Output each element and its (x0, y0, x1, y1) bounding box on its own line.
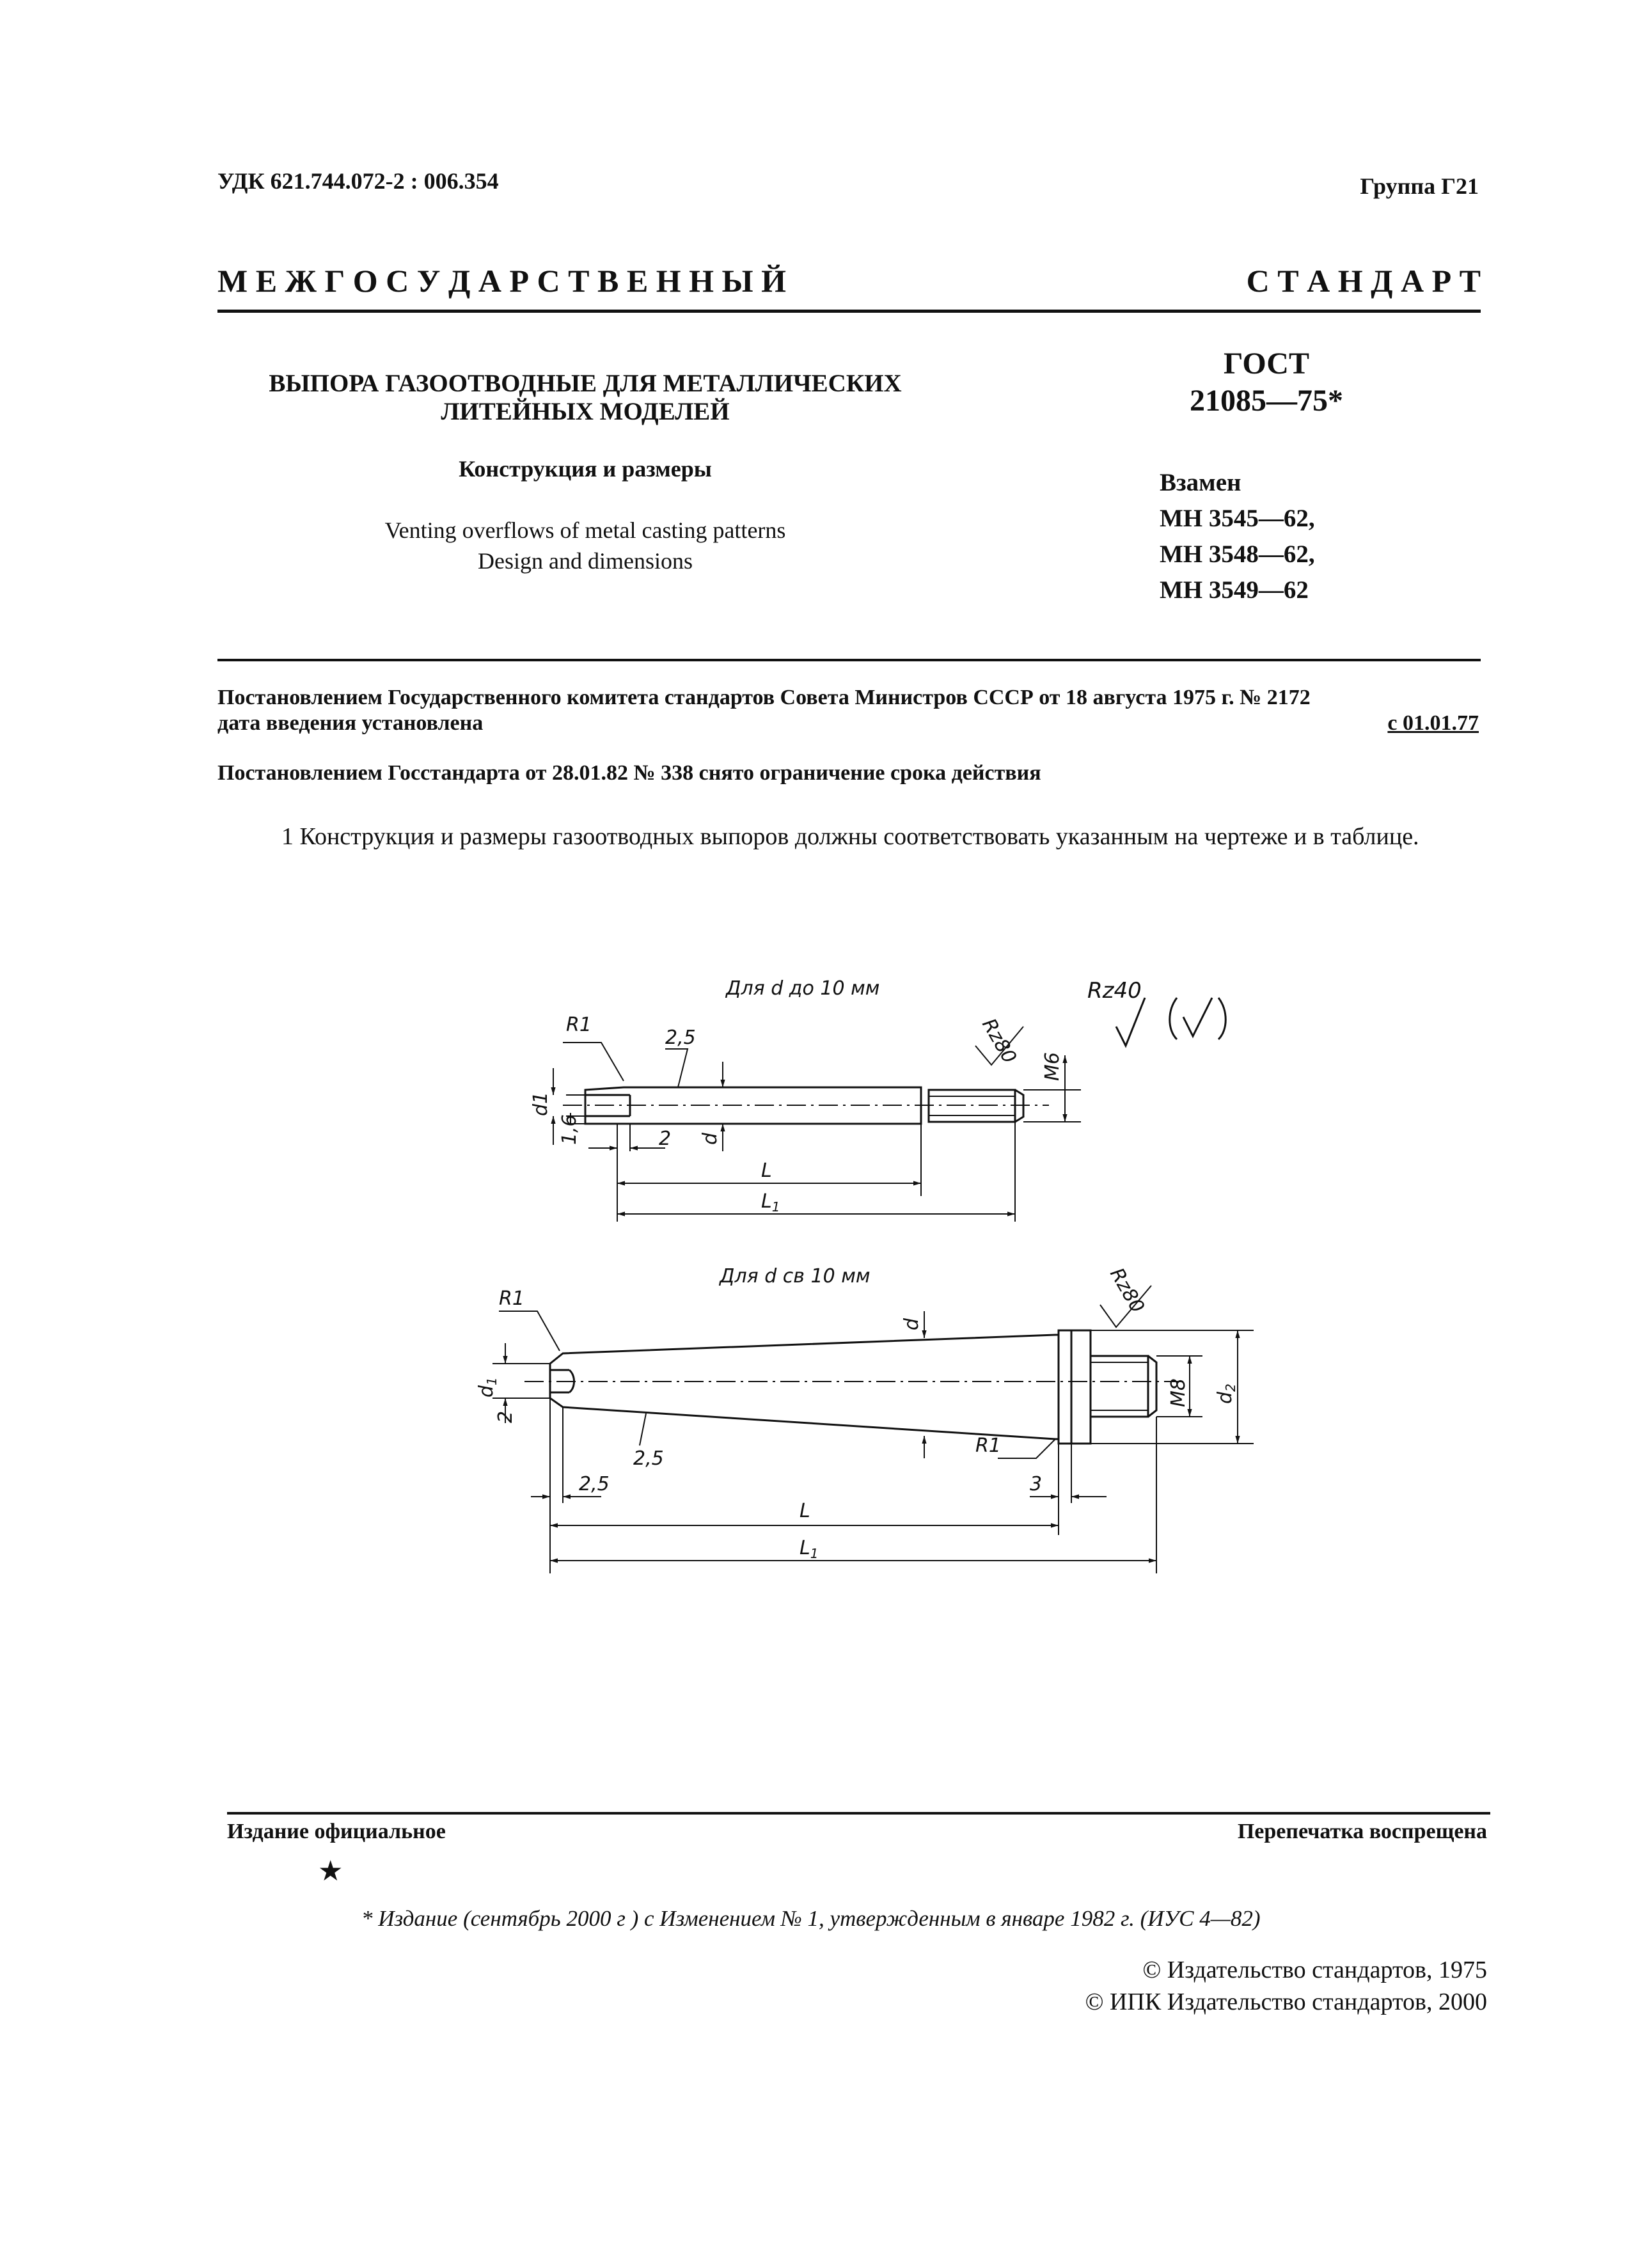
d1-chamfer-label: 2,5 (665, 1027, 696, 1049)
d2-dim-L1 (800, 1537, 818, 1561)
decree-date-value: с 01.01.77 (1387, 711, 1479, 735)
gost-number: 21085—75* (1190, 384, 1343, 418)
d2-dim-d1 (475, 1377, 500, 1398)
drawing-1 (553, 998, 1225, 1222)
d2-dim-d: d (901, 1318, 923, 1330)
decree-line-1: Постановлением Государственного комитета стандартов Совета Министров СССР от 18 августа 1975 г. № 2172 (217, 686, 1311, 709)
udk-code: УДК 621.744.072-2 : 006.354 (217, 168, 499, 194)
drawing-2-caption: Для d св 10 мм (720, 1265, 871, 1288)
title-line-1: ВЫПОРА ГАЗООТВОДНЫЕ ДЛЯ МЕТАЛЛИЧЕСКИХ (269, 370, 902, 397)
d2-chamfer-label: 2,5 (633, 1447, 664, 1470)
d1-r1-label: R1 (566, 1014, 592, 1036)
d2-dim-d2-sub: 2 (1223, 1383, 1238, 1392)
paragraph-1: 1 Конструкция и размеры газоотводных выпоров должны соответствовать указанным на чертеже и в таблице. (281, 823, 1419, 850)
d2-r1b-label: R1 (975, 1435, 1001, 1457)
d1-dim-L: L (761, 1160, 772, 1182)
d1-dim-1-6: 1,6 (558, 1114, 581, 1145)
d2-dim-d2 (1214, 1383, 1238, 1404)
d2-dim-L: L (800, 1500, 810, 1522)
d1-rz80: Rz80 (977, 1014, 1021, 1067)
d2-dim-L1-sub: 1 (810, 1546, 819, 1561)
decree-date-label: дата введения установлена (217, 711, 484, 735)
d2-dim-3: 3 (1030, 1473, 1043, 1495)
banner-word-interstate: М Е Ж Г О С У Д А Р С Т В Е Н Н Ы Й (217, 263, 786, 299)
banner-word-standard: С Т А Н Д А Р Т (1246, 263, 1481, 299)
d2-dim-m8: M8 (1167, 1378, 1190, 1407)
reprint-label: Перепечатка воспрещена (1237, 1820, 1487, 1843)
footer-rule (227, 1812, 1490, 1815)
d2-dim-d1-main: d (475, 1385, 498, 1398)
d2-r1-label: R1 (499, 1288, 524, 1310)
english-title-line-1: Venting overflows of metal casting patterns (384, 517, 786, 543)
d2-dim-L1-main: L (800, 1537, 810, 1559)
d1-dim-L1 (761, 1190, 780, 1215)
edition-label: Издание официальное (227, 1820, 446, 1843)
title-subtitle: Конструкция и размеры (459, 456, 712, 482)
d1-dim-L1-sub: 1 (771, 1199, 780, 1215)
edition-note: * Издание (сентябрь 2000 г ) с Изменением № 1, утвержденным в январе 1982 г. (ИУС 4—82) (361, 1906, 1261, 1931)
group-code: Группа Г21 (1360, 173, 1479, 199)
replaces-item: МН 3548—62, (1160, 540, 1315, 568)
d1-dim-d1 (530, 1092, 552, 1116)
d2-dim-2-5: 2,5 (579, 1473, 610, 1495)
decree-line-3: Постановлением Госстандарта от 28.01.82 № 338 снято ограничение срока действия (217, 761, 1041, 785)
copyright-1975: © Издательство стандартов, 1975 (1142, 1957, 1487, 1983)
english-title-line-2: Design and dimensions (478, 548, 693, 574)
d2-rz80: Rz80 (1105, 1264, 1149, 1317)
replaces-label: Взамен (1160, 469, 1241, 496)
copyright-block (1085, 1954, 1487, 2018)
title-line-2: ЛИТЕЙНЫХ МОДЕЛЕЙ (441, 398, 730, 425)
d1-dim-L1-main: L (761, 1190, 772, 1213)
star-icon: ★ (318, 1855, 343, 1887)
copyright-2000: © ИПК Издательство стандартов, 2000 (1085, 1988, 1487, 2015)
roughness-label: Rz40 (1087, 978, 1142, 1004)
d1-dim-d: d (699, 1132, 721, 1145)
replaces-item: МН 3549—62 (1160, 576, 1309, 604)
replaces-item: МН 3545—62, (1160, 505, 1315, 532)
d2-dim-2: 2 (494, 1410, 517, 1423)
d1-dim-m6: M6 (1041, 1052, 1064, 1081)
d1-dim-d1-main: d1 (530, 1091, 552, 1116)
drawing-1-caption: Для d до 10 мм (726, 977, 880, 1000)
d1-dim-2: 2 (659, 1128, 672, 1150)
gost-label: ГОСТ (1224, 347, 1309, 381)
d2-dim-d2-main: d (1214, 1391, 1236, 1404)
drawing-2 (492, 1286, 1254, 1573)
d2-dim-d1-sub: 1 (484, 1377, 500, 1385)
